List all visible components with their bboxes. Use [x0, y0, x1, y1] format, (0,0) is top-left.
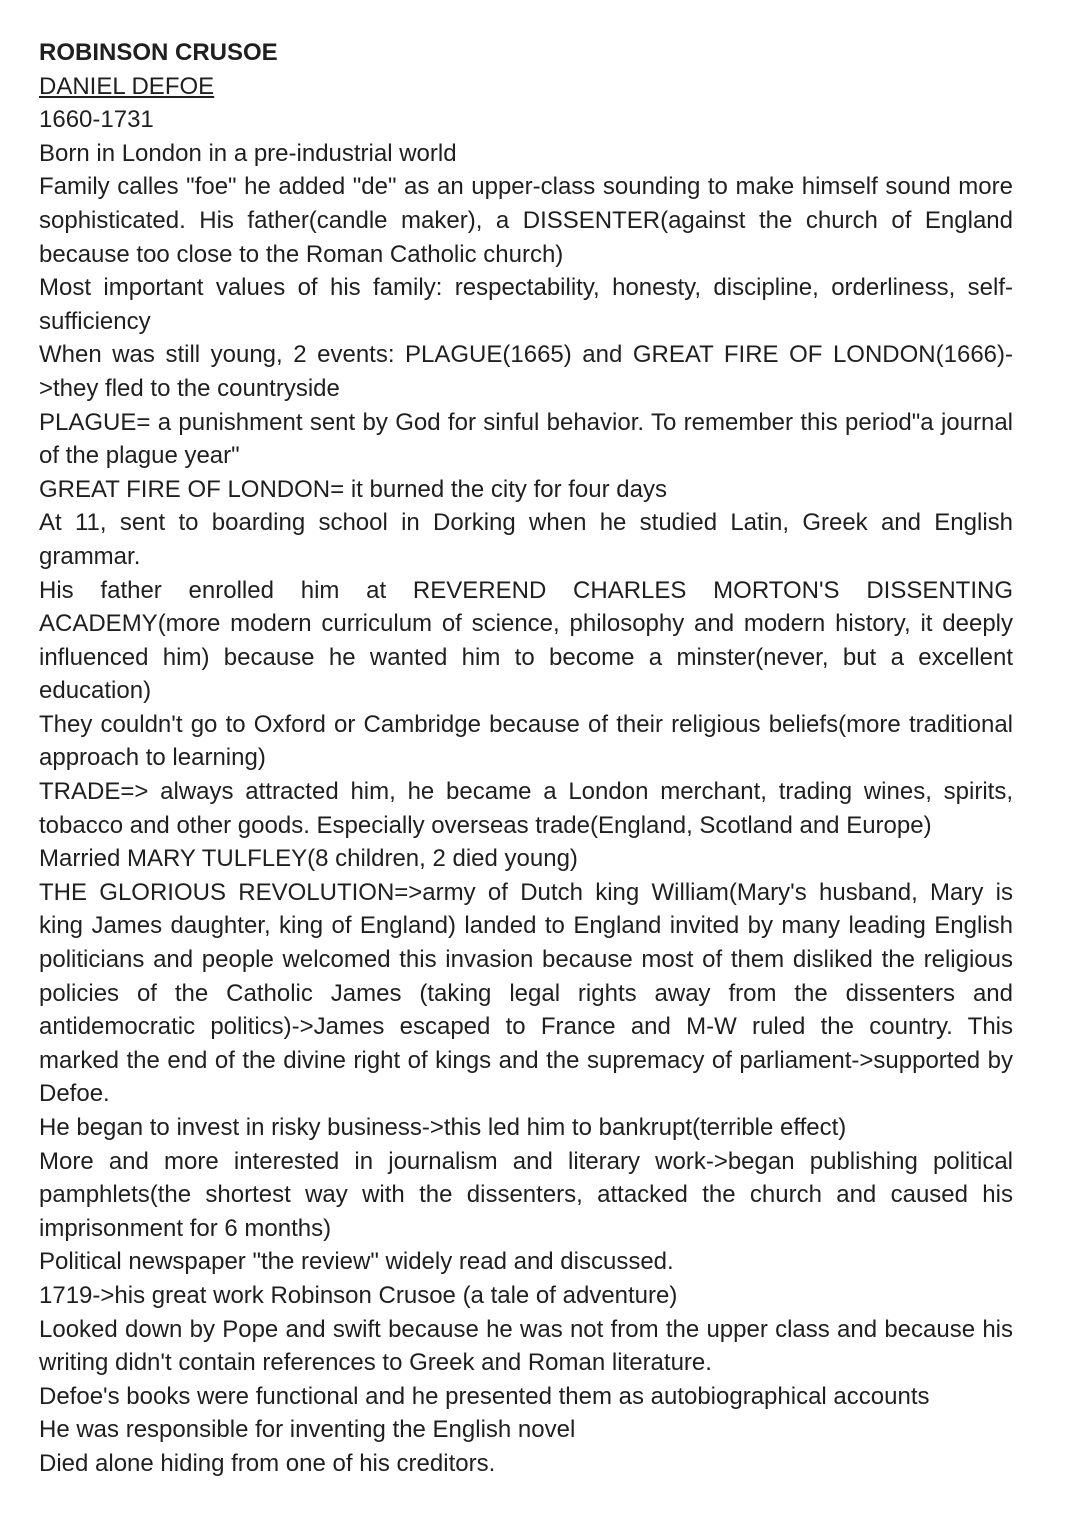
paragraph: THE GLORIOUS REVOLUTION=>army of Dutch king William(Mary's husband, Mary is king James daughter, king of England) landed to England invited by many leading English politicians and people welcomed this invasion because most of them disliked the religious policies of the Catholic James (taking legal rights away from the dissenters and antidemocratic politics)->James escaped to France and M-W ruled the country. This marked the end of the divine right of kings and the supremacy of parliament->supported by Defoe.	[39, 878, 1013, 1108]
body-text	[39, 137, 1013, 1481]
paragraph: PLAGUE= a punishment sent by God for sinful behavior. To remember this period"a journal of the plague year"	[39, 408, 1013, 470]
paragraph: They couldn't go to Oxford or Cambridge because of their religious beliefs(more traditional approach to learning)	[39, 710, 1013, 772]
paragraph: His father enrolled him at REVEREND CHARLES MORTON'S DISSENTING ACADEMY(more modern curriculum of science, philosophy and modern history, it deeply influenced him) because he wanted him to become a minster(never, but a excellent education)	[39, 576, 1013, 705]
paragraph: Political newspaper "the review" widely read and discussed.	[39, 1248, 674, 1276]
paragraph: Defoe's books were functional and he presented them as autobiographical accounts	[39, 1382, 930, 1410]
document-title: ROBINSON CRUSOE	[39, 39, 278, 66]
document-page	[39, 36, 1013, 1481]
paragraph: TRADE=> always attracted him, he became a London merchant, trading wines, spirits, tobacco and other goods. Especially overseas trade(England, Scotland and Europe)	[39, 778, 1013, 839]
paragraph: Most important values of his family: respectability, honesty, discipline, orderliness, self-sufficiency	[39, 274, 1013, 335]
author-name: DANIEL DEFOE	[39, 72, 215, 100]
paragraph: When was still young, 2 events: PLAGUE(1665) and GREAT FIRE OF LONDON(1666)->they fled to the countryside	[39, 341, 1013, 402]
paragraph: GREAT FIRE OF LONDON= it burned the city for four days	[39, 475, 667, 503]
paragraph: He began to invest in risky business->this led him to bankrupt(terrible effect)	[39, 1114, 847, 1141]
paragraph: Family calles "foe" he added "de" as an upper-class sounding to make himself sound more sophisticated. His father(candle maker), a DISSENTER(against the church of England because too close to the Roman Catholic church)	[39, 173, 1013, 268]
paragraph: Born in London in a pre-industrial world	[39, 139, 457, 167]
paragraph: Died alone hiding from one of his creditors.	[39, 1449, 496, 1477]
paragraph: Looked down by Pope and swift because he was not from the upper class and because his writing didn't contain references to Greek and Roman literature.	[39, 1315, 1013, 1377]
paragraph: He was responsible for inventing the English novel	[39, 1416, 576, 1444]
paragraph: Married MARY TULFLEY(8 children, 2 died young)	[39, 845, 578, 873]
paragraph: At 11, sent to boarding school in Dorking when he studied Latin, Greek and English grammar.	[39, 509, 1013, 570]
paragraph: More and more interested in journalism and literary work->began publishing political pamphlets(the shortest way with the dissenters, attacked the church and caused his imprisonment for 6 months)	[39, 1147, 1013, 1242]
life-years: 1660-1731	[39, 106, 154, 134]
paragraph: 1719->his great work Robinson Crusoe (a tale of adventure)	[39, 1281, 678, 1309]
